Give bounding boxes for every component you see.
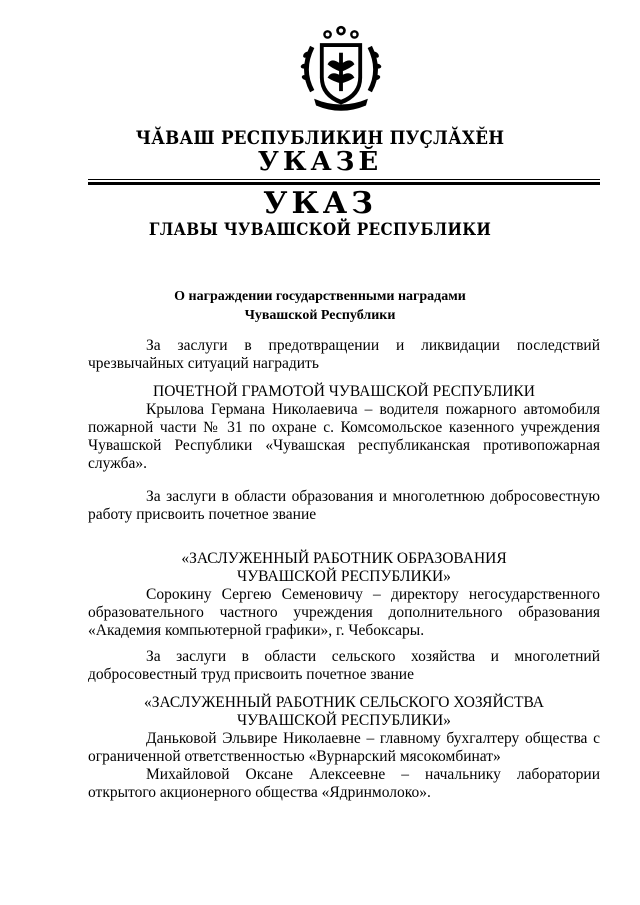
decree-title xyxy=(0,287,640,325)
decree-title-line2: Чувашской Республики xyxy=(244,308,396,323)
section-1-award: ПОЧЕТНОЙ ГРАМОТОЙ ЧУВАШСКОЙ РЕСПУБЛИКИ xyxy=(153,383,535,400)
decree-title-line1: О награждении государственными наградами xyxy=(174,289,466,304)
section-1 xyxy=(88,337,600,473)
section-2-awardee-1: Сорокину Сергею Семеновичу – директору негосударственного образовательного частного учреждения дополнительного образования «Академия компьютерной графики», г. Чебоксары. xyxy=(88,586,600,639)
header-divider-thin xyxy=(88,179,600,180)
section-3-awardee-1: Даньковой Эльвире Николаевне – главному бухгалтеру общества с ограниченной ответственностью «Вурнарский мясокомбинат» xyxy=(88,730,600,765)
section-3 xyxy=(88,648,600,802)
header-russian-decree: УКАЗ xyxy=(263,186,377,221)
section-2-award-line2: ЧУВАШСКОЙ РЕСПУБЛИКИ» xyxy=(237,568,451,585)
section-1-intro: За заслуги в предотвращении и ликвидации последствий чрезвычайных ситуаций наградить xyxy=(88,337,600,372)
section-2-award-line1: «ЗАСЛУЖЕННЫЙ РАБОТНИК ОБРАЗОВАНИЯ xyxy=(181,550,507,567)
section-1-awardee-1: Крылова Германа Николаевича – водителя пожарного автомобиля пожарной части № 31 по охране с. Комсомольское казенного учреждения Чувашской Республики «Чувашская республиканская противопожарная служба». xyxy=(88,401,600,472)
header-chuvash-title: ЧӐВАШ РЕСПУБЛИКИН ПУҪЛӐХӖН xyxy=(135,127,505,149)
section-3-awardee-2: Михайловой Оксане Алексеевне – начальнику лаборатории открытого акционерного общества «Ядринмолоко». xyxy=(88,766,600,801)
section-2 xyxy=(88,488,600,640)
coat-of-arms-emblem xyxy=(293,22,389,118)
header-divider-thick xyxy=(88,182,600,185)
section-3-intro: За заслуги в области сельского хозяйства и многолетний добросовестный труд присвоить почетное звание xyxy=(88,648,600,683)
header-chuvash-decree: УКАЗӖ xyxy=(257,147,383,177)
header-russian-title: ГЛАВЫ ЧУВАШСКОЙ РЕСПУБЛИКИ xyxy=(148,220,492,240)
section-2-intro: За заслуги в области образования и многолетнюю добросовестную работу присвоить почетное звание xyxy=(88,488,600,523)
section-3-award-line1: «ЗАСЛУЖЕННЫЙ РАБОТНИК СЕЛЬСКОГО ХОЗЯЙСТВА xyxy=(143,694,545,711)
section-3-award-line2: ЧУВАШСКОЙ РЕСПУБЛИКИ» xyxy=(237,712,451,729)
